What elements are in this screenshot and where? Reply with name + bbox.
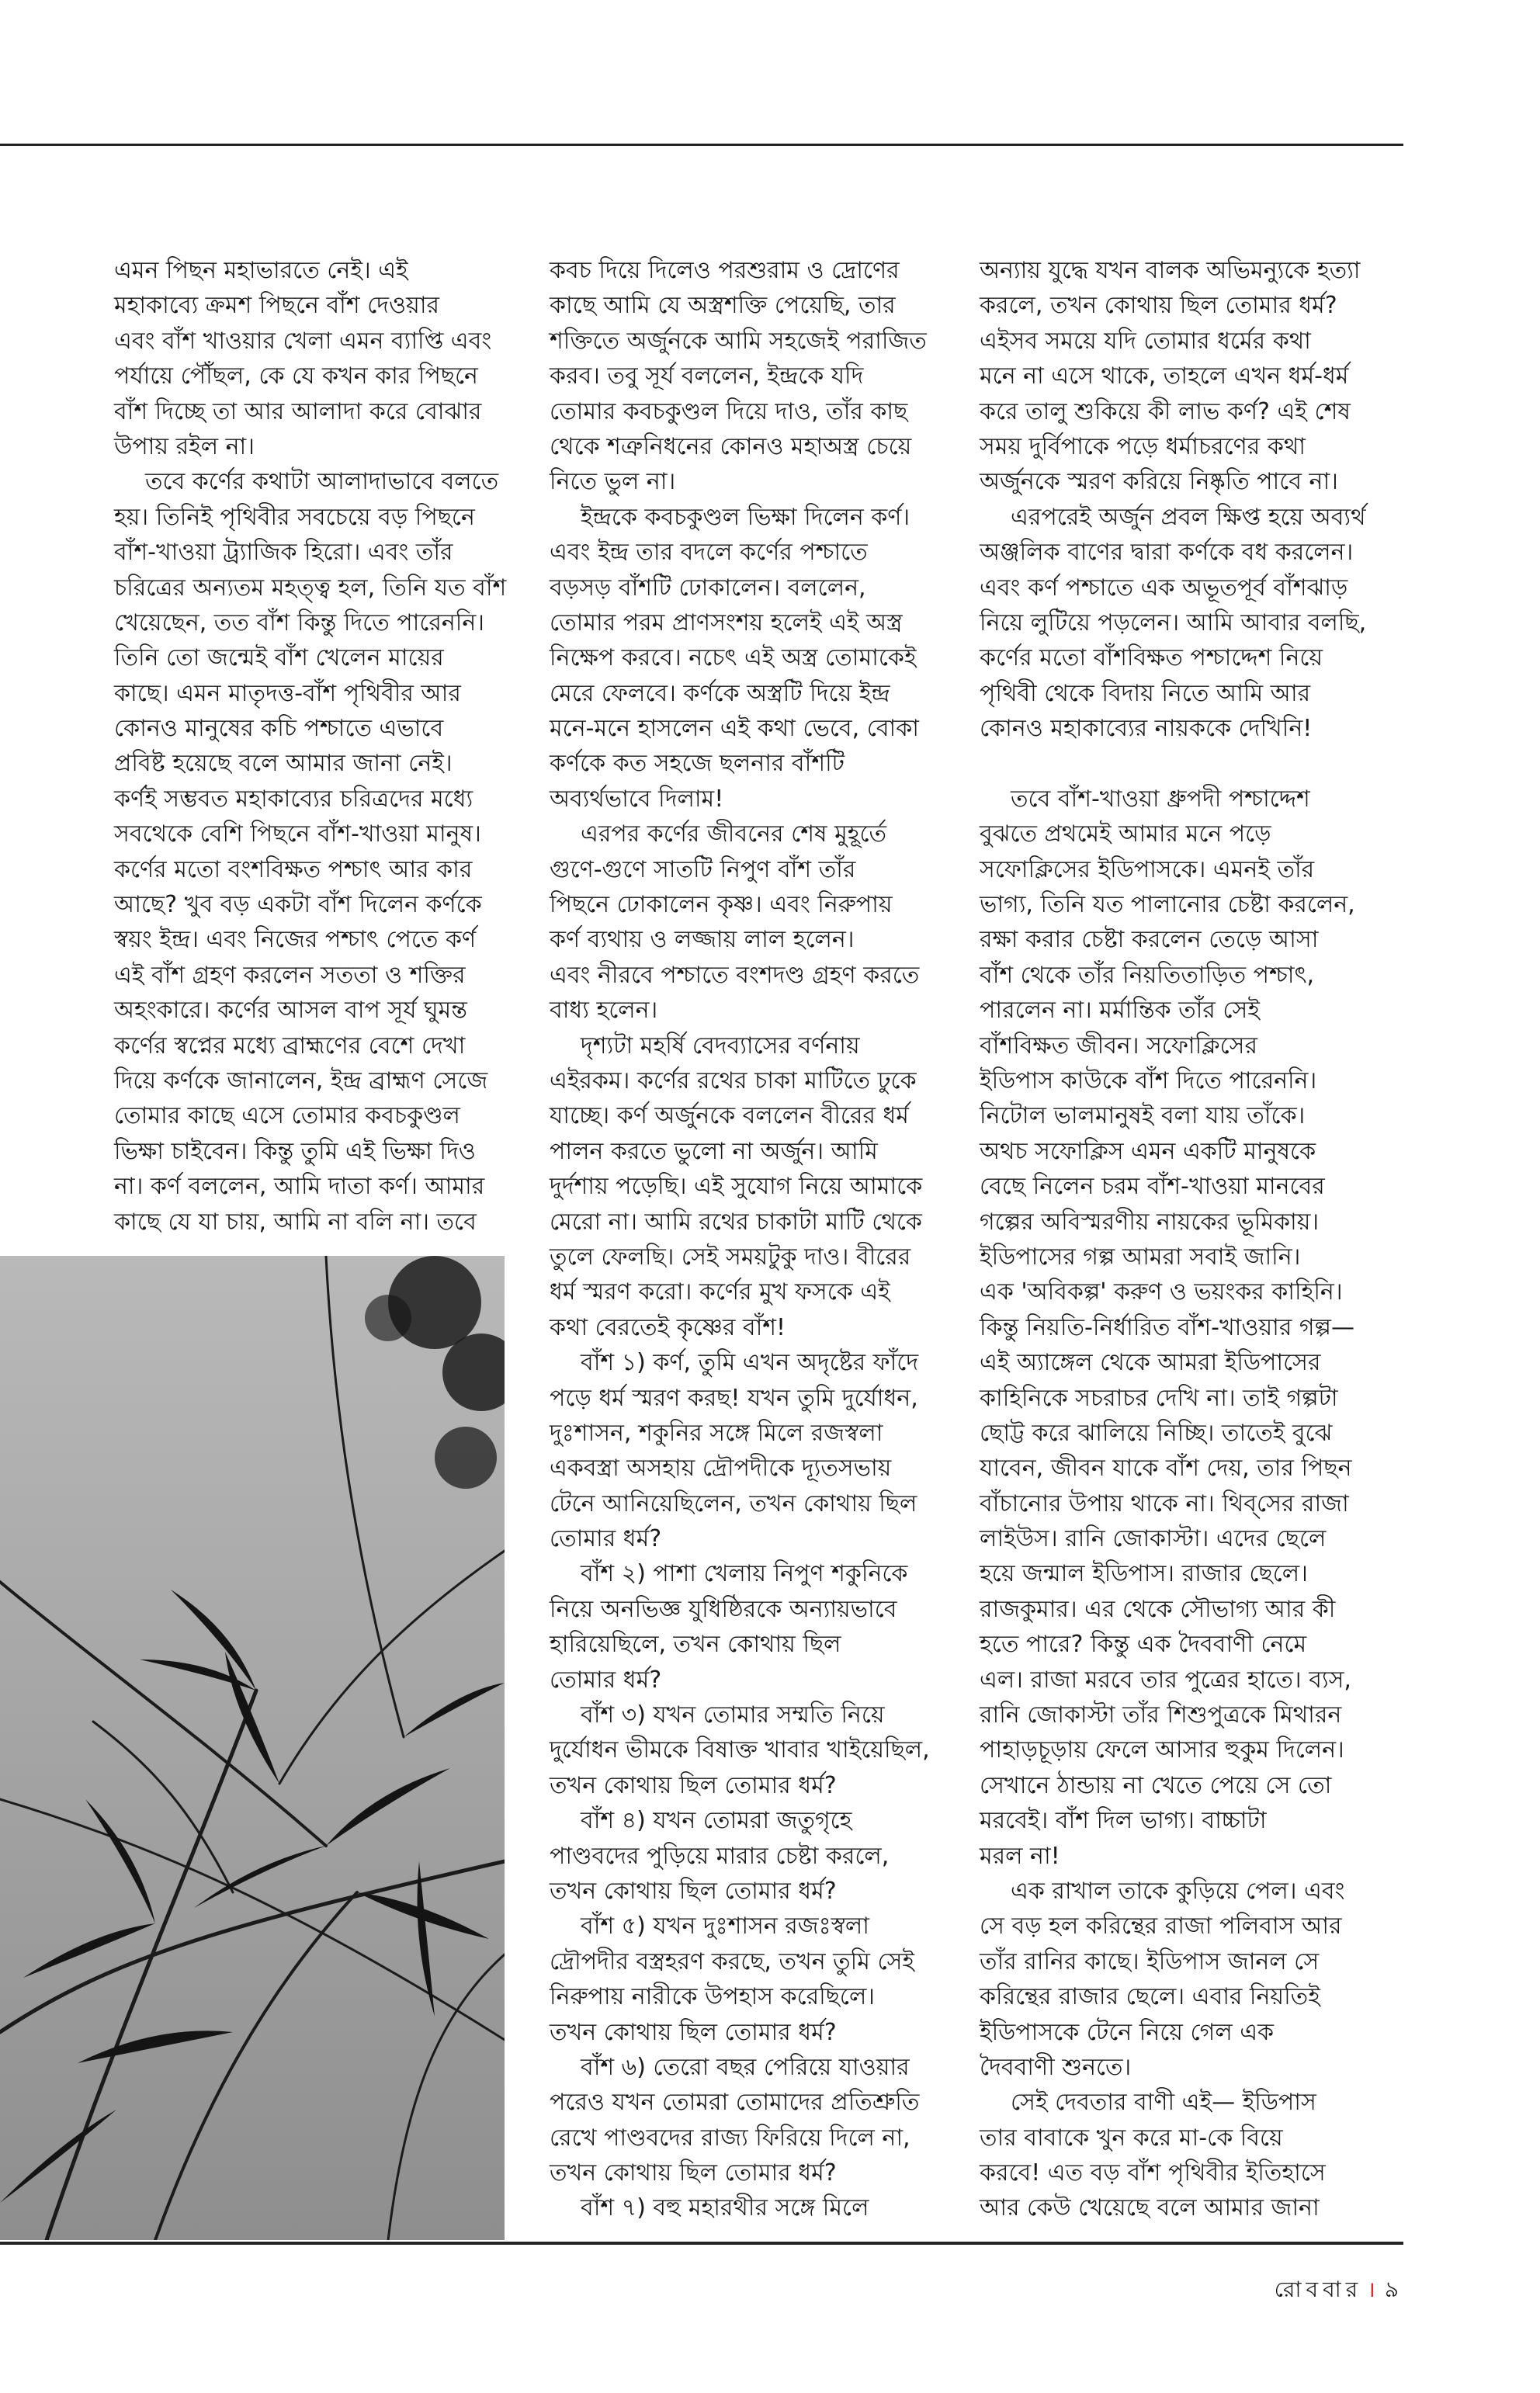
text-line: বাধ্য হলেন। (550, 997, 658, 1025)
text-line: দৃশ্যটা মহর্ষি বেদব্যাসের বর্ণনায় (581, 1032, 860, 1060)
text-line: সে বড় হল করিন্থের রাজা পলিবাস আর (980, 1913, 1342, 1940)
text-line: ইডিপাস কাউকে বাঁশ দিতে পারেননি। (980, 1066, 1317, 1094)
text-line: কর্ণের মতো বাঁশবিক্ষত পশ্চাদ্দেশ নিয়ে (980, 644, 1323, 672)
text-line: আর কেউ খেয়েছে বলে আমার জানা (980, 2194, 1320, 2222)
text-line: বাঁশ থেকে তাঁর নিয়তিতাড়িত পশ্চাৎ, (980, 961, 1315, 989)
text-line: বাঁশ ২) পাশা খেলায় নিপুণ শকুনিকে (581, 1560, 908, 1588)
text-line: তখন কোথায় ছিল তোমার ধর্ম? (550, 1877, 837, 1905)
text-line: রক্ষা করার চেষ্টা করলেন তেড়ে আসা (980, 926, 1319, 954)
text-line: কোনও মহাকাব্যের নায়ককে দেখিনি! (980, 715, 1313, 743)
article-column-3 (980, 253, 1391, 2226)
text-line: একবস্ত্রা অসহায় দ্রৌপদীকে দ্যূতসভায় (550, 1455, 892, 1483)
text-line: পাণ্ডবদের পুড়িয়ে মারার চেষ্টা করলে, (550, 1842, 890, 1870)
text-line: কোনও মানুষের কচি পশ্চাতে এভাবে (114, 715, 444, 743)
text-line: কর্ণের মতো বংশবিক্ষত পশ্চাৎ আর কার (114, 855, 473, 883)
text-line: প্রবিষ্ট হয়েছে বলে আমার জানা নেই। (114, 750, 453, 778)
text-line: কবচ দিয়ে দিলেও পরশুরাম ও দ্রোণের (550, 257, 900, 284)
text-line: মহাকাব্যে ক্রমশ পিছনে বাঁশ দেওয়ার (114, 292, 440, 320)
text-line: শক্তিতে অর্জুনকে আমি সহজেই পরাজিত (550, 327, 927, 355)
text-line: রাজকুমার। এর থেকে সৌভাগ্য আর কী (980, 1595, 1336, 1623)
text-line: দৈববাণী শুনতে। (980, 2053, 1132, 2081)
text-line: বাঁচানোর উপায় থাকে না। থিব্‌সের রাজা (980, 1490, 1349, 1517)
text-line: যাচ্ছে। কর্ণ অর্জুনকে বললেন বীরের ধর্ম (550, 1102, 909, 1130)
text-line: ছোট্ট করে ঝালিয়ে নিচ্ছি। তাতেই বুঝে (980, 1419, 1333, 1447)
text-line: এইরকম। কর্ণের রথের চাকা মাটিতে ঢুকে (550, 1066, 917, 1094)
text-line: করব। তবু সূর্য বললেন, ইন্দ্রকে যদি (550, 362, 864, 390)
bamboo-leaves-photo (0, 1256, 505, 2240)
text-line: ইন্দ্রকে কবচকুণ্ডল ভিক্ষা দিলেন কর্ণ। (581, 503, 910, 531)
text-line: বেছে নিলেন চরম বাঁশ-খাওয়া মানবের (980, 1173, 1325, 1201)
text-line: এই অ্যাঙ্গেল থেকে আমরা ইডিপাসের (980, 1349, 1321, 1377)
text-line: রেখে পাণ্ডবদের রাজ্য ফিরিয়ে দিলে না, (550, 2124, 910, 2152)
text-line: মরল না! (980, 1842, 1060, 1870)
text-line: দুর্দশায় পড়েছি। এই সুযোগ নিয়ে আমাকে (550, 1173, 923, 1201)
text-line: না। কর্ণ বললেন, আমি দাতা কর্ণ। আমার (114, 1173, 485, 1201)
text-line: উপায় রইল না। (114, 432, 255, 460)
text-line: এবং কর্ণ পশ্চাতে এক অভূতপূর্ব বাঁশঝাড় (980, 574, 1348, 602)
text-line: থেকে শত্রুনিধনের কোনও মহাঅস্ত্র চেয়ে (550, 432, 912, 460)
text-line: নিটোল ভালমানুষই বলা যায় তাঁকে। (980, 1102, 1306, 1130)
text-line: যাবেন, জীবন যাকে বাঁশ দেয়, তার পিছন (980, 1455, 1352, 1483)
text-line: স্বয়ং ইন্দ্র। এবং নিজের পশ্চাৎ পেতে কর্ণ (114, 926, 477, 954)
text-line: এবং ইন্দ্র তার বদলে কর্ণের পশ্চাতে (550, 539, 868, 567)
text-line: তোমার কবচকুণ্ডল দিয়ে দাও, তাঁর কাছ (550, 397, 908, 425)
text-line: মনে না এসে থাকে, তাহলে এখন ধর্ম-ধর্ম (980, 362, 1349, 390)
text-line: তোমার ধর্ম? (550, 1525, 662, 1553)
text-line: তোমার ধর্ম? (550, 1666, 662, 1694)
text-line: এল। রাজা মরবে তার পুত্রের হাতে। ব্যস, (980, 1666, 1351, 1694)
text-line: চরিত্রের অন্যতম মহত্ত্ব হল, তিনি যত বাঁশ (114, 574, 507, 602)
text-line: লাইউস। রানি জোকাস্টা। এদের ছেলে (980, 1525, 1327, 1553)
text-line: মনে-মনে হাসলেন এই কথা ভেবে, বোকা (550, 715, 919, 743)
text-line: দ্রৌপদীর বস্ত্রহরণ করছে, তখন তুমি সেই (550, 1947, 915, 1975)
text-line: দুঃশাসন, শকুনির সঙ্গে মিলে রজস্বলা (550, 1419, 883, 1447)
text-line: তবে কর্ণের কথাটা আলাদাভাবে বলতে (145, 468, 499, 496)
text-line: পৃথিবী থেকে বিদায় নিতে আমি আর (980, 679, 1311, 707)
text-line: পিছনে ঢোকালেন কৃষ্ণ। এবং নিরুপায় (550, 891, 893, 919)
text-line: তার বাবাকে খুন করে মা-কে বিয়ে (980, 2124, 1283, 2152)
text-line: এবং বাঁশ খাওয়ার খেলা এমন ব্যাপ্তি এবং (114, 327, 492, 355)
bottom-rule (0, 2242, 1403, 2245)
text-line: নিয়ে লুটিয়ে পড়লেন। আমি আবার বলছি, (980, 609, 1367, 636)
text-line: কর্ণকে কত সহজে ছলনার বাঁশটি (550, 750, 845, 778)
text-line: ইডিপাসকে টেনে নিয়ে গেল এক (980, 2018, 1275, 2046)
top-rule (0, 144, 1403, 146)
text-line: মরবেই। বাঁশ দিল ভাগ্য। বাচ্চাটা (980, 1807, 1267, 1835)
article-column-1 (114, 253, 506, 1240)
article-column-2 (550, 253, 953, 2226)
text-line: এবং নীরবে পশ্চাতে বংশদণ্ড গ্রহণ করতে (550, 961, 920, 989)
text-line: কর্ণের স্বপ্নের মধ্যে ব্রাহ্মণের বেশে দেখা (114, 1032, 466, 1060)
text-line: বাঁশ ৩) যখন তোমার সম্মতি নিয়ে (581, 1701, 885, 1729)
text-line: তাঁর রানির কাছে। ইডিপাস জানল সে (980, 1947, 1320, 1975)
text-line: আছে? খুব বড় একটা বাঁশ দিলেন কর্ণকে (114, 891, 482, 919)
text-line: সবথেকে বেশি পিছনে বাঁশ-খাওয়া মানুষ। (114, 820, 481, 848)
text-line: এক রাখাল তাকে কুড়িয়ে পেল। এবং (1011, 1877, 1345, 1905)
text-line: তখন কোথায় ছিল তোমার ধর্ম? (550, 1771, 837, 1799)
text-line: কাছে আমি যে অস্ত্রশক্তি পেয়েছি, তার (550, 292, 896, 320)
bamboo-photo-icon (0, 1256, 505, 2240)
text-line: হারিয়েছিলে, তখন কোথায় ছিল (550, 1631, 841, 1659)
text-line: করে তালু শুকিয়ে কী লাভ কর্ণ? এই শেষ (980, 397, 1351, 425)
text-line: নিয়ে অনভিজ্ঞ যুধিষ্ঠিরকে অন্যায়ভাবে (550, 1595, 897, 1623)
text-line: কাছে। এমন মাতৃদত্ত-বাঁশ পৃথিবীর আর (114, 679, 461, 707)
text-line: সেখানে ঠান্ডায় না খেতে পেয়ে সে তো (980, 1771, 1332, 1799)
text-line: অঞ্জলিক বাণের দ্বারা কর্ণকে বধ করলেন। (980, 539, 1354, 567)
text-line: নিতে ভুল না। (550, 468, 676, 496)
text-line: পাহাড়চূড়ায় ফেলে আসার হুকুম দিলেন। (980, 1736, 1344, 1764)
text-line: পড়ে ধর্ম স্মরণ করছ! যখন তুমি দুর্যোধন, (550, 1384, 918, 1412)
text-line: অথচ সফোক্লিস এমন একটি মানুষকে (980, 1137, 1316, 1165)
text-line: নিক্ষেপ করবে। নচেৎ এই অস্ত্র তোমাকেই (550, 644, 917, 672)
section-name: রোববার (1274, 2277, 1363, 2302)
text-line: বাঁশ দিচ্ছে তা আর আলাদা করে বোঝার (114, 397, 482, 425)
text-line: ইডিপাসের গল্প আমরা সবাই জানি। (980, 1243, 1301, 1271)
page-footer (1275, 2273, 1403, 2309)
text-line: তুলে ফেলছি। সেই সময়টুকু দাও। বীরের (550, 1243, 911, 1271)
text-line: অন্যায় যুদ্ধে যখন বালক অভিমন্যুকে হত্যা (980, 257, 1361, 284)
text-line: তখন কোথায় ছিল তোমার ধর্ম? (550, 2159, 837, 2187)
text-line: পালন করতে ভুলো না অর্জুন। আমি (550, 1137, 878, 1165)
text-line: বড়সড় বাঁশটি ঢোকালেন। বললেন, (550, 574, 866, 602)
text-line: গল্পের অবিস্মরণীয় নায়কের ভূমিকায়। (980, 1208, 1320, 1236)
text-line: বাঁশ ৫) যখন দুঃশাসন রজঃস্বলা (581, 1913, 869, 1940)
text-line: করলে, তখন কোথায় ছিল তোমার ধর্ম? (980, 292, 1337, 320)
text-line: সফোক্লিসের ইডিপাসকে। এমনই তাঁর (980, 855, 1315, 883)
text-line: ভিক্ষা চাইবেন। কিন্তু তুমি এই ভিক্ষা দিও (114, 1137, 476, 1165)
text-line: এক 'অবিকল্প' করুণ ও ভয়ংকর কাহিনি। (980, 1278, 1343, 1306)
text-line: পর্যায়ে পৌঁছল, কে যে কখন কার পিছনে (114, 362, 478, 390)
text-line: ভাগ্য, তিনি যত পালানোর চেষ্টা করলেন, (980, 891, 1355, 919)
text-line: পরেও যখন তোমরা তোমাদের প্রতিশ্রুতি (550, 2089, 920, 2117)
text-line: গুণে-গুণে সাতটি নিপুণ বাঁশ তাঁর (550, 855, 856, 883)
text-line: এরপরেই অর্জুন প্রবল ক্ষিপ্ত হয়ে অব্যর্থ (1011, 503, 1366, 531)
text-line: করিন্থের রাজার ছেলে। এবার নিয়তিই (980, 1983, 1320, 2011)
text-line: তোমার পরম প্রাণসংশয় হলেই এই অস্ত্র (550, 609, 903, 636)
text-line: বাঁশ ১) কর্ণ, তুমি এখন অদৃষ্টের ফাঁদে (581, 1349, 919, 1377)
text-line: এইসব সময়ে যদি তোমার ধর্মের কথা (980, 327, 1311, 355)
text-line: বুঝতে প্রথমেই আমার মনে পড়ে (980, 820, 1271, 848)
text-line: দুর্যোধন ভীমকে বিষাক্ত খাবার খাইয়েছিল, (550, 1736, 930, 1764)
text-line: এরপর কর্ণের জীবনের শেষ মুহূর্তে (581, 820, 887, 848)
text-line: করবে! এত বড় বাঁশ পৃথিবীর ইতিহাসে (980, 2159, 1326, 2187)
footer-separator: । (1367, 2277, 1380, 2302)
text-line: বাঁশ ৬) তেরো বছর পেরিয়ে যাওয়ার (581, 2053, 910, 2081)
text-line: সেই দেবতার বাণী এই— ইডিপাস (1011, 2089, 1316, 2117)
text-line: এমন পিছন মহাভারতে নেই। এই (114, 257, 408, 284)
text-line: হয়। তিনিই পৃথিবীর সবচেয়ে বড় পিছনে (114, 503, 475, 531)
text-line: খেয়েছেন, তত বাঁশ কিন্তু দিতে পারেননি। (114, 609, 485, 636)
text-line: তোমার কাছে এসে তোমার কবচকুণ্ডল (114, 1102, 460, 1130)
text-line: অর্জুনকে স্মরণ করিয়ে নিষ্কৃতি পাবে না। (980, 468, 1338, 496)
text-line: কথা বেরতেই কৃষ্ণের বাঁশ! (550, 1313, 786, 1341)
text-line: মেরে ফেলবে। কর্ণকে অস্ত্রটি দিয়ে ইন্দ্র (550, 679, 890, 707)
text-line: বাঁশ ৪) যখন তোমরা জতুগৃহে (581, 1807, 852, 1835)
text-line: সময় দুর্বিপাকে পড়ে ধর্মাচরণের কথা (980, 432, 1306, 460)
text-line: হতে পারে? কিন্তু এক দৈববাণী নেমে (980, 1631, 1307, 1659)
text-line: হয়ে জন্মাল ইডিপাস। রাজার ছেলে। (980, 1560, 1308, 1588)
text-line: তিনি তো জন্মেই বাঁশ খেলেন মায়ের (114, 644, 444, 672)
text-line: কর্ণ ব্যথায় ও লজ্জায় লাল হলেন। (550, 926, 855, 954)
text-line: অহংকারে। কর্ণের আসল বাপ সূর্য ঘুমন্ত (114, 997, 467, 1025)
text-line: বাঁশবিক্ষত জীবন। সফোক্লিসের (980, 1032, 1258, 1060)
text-line: মেরো না। আমি রথের চাকাটা মাটি থেকে (550, 1208, 922, 1236)
text-line: তবে বাঁশ-খাওয়া ধ্রুপদী পশ্চাদ্দেশ (1011, 785, 1310, 813)
text-line: কর্ণই সম্ভবত মহাকাব্যের চরিত্রদের মধ্যে (114, 785, 473, 813)
text-line: কাছে যে যা চায়, আমি না বলি না। তবে (114, 1208, 477, 1236)
text-line (980, 746, 1391, 781)
text-line: বাঁশ-খাওয়া ট্র্যাজিক হিরো। এবং তাঁর (114, 539, 453, 567)
text-line: দিয়ে কর্ণকে জানালেন, ইন্দ্র ব্রাহ্মণ সেজে (114, 1066, 488, 1094)
text-line: তখন কোথায় ছিল তোমার ধর্ম? (550, 2018, 837, 2046)
text-line: টেনে আনিয়েছিলেন, তখন কোথায় ছিল (550, 1490, 917, 1517)
text-line: বাঁশ ৭) বহু মহারথীর সঙ্গে মিলে (581, 2194, 869, 2222)
text-line: নিরুপায় নারীকে উপহাস করেছিলে। (550, 1983, 876, 2011)
text-line: অব্যর্থভাবে দিলাম! (550, 785, 724, 813)
page-number: ৯ (1384, 2277, 1403, 2302)
text-line: কিন্তু নিয়তি-নির্ধারিত বাঁশ-খাওয়ার গল্প— (980, 1313, 1354, 1341)
text-line: রানি জোকাস্টা তাঁর শিশুপুত্রকে মিথারন (980, 1701, 1342, 1729)
text-line: পারলেন না। মর্মান্তিক তাঁর সেই (980, 997, 1260, 1025)
text-line: কাহিনিকে সচরাচর দেখি না। তাই গল্পটা (980, 1384, 1338, 1412)
text-line: ধর্ম স্মরণ করো। কর্ণের মুখ ফসকে এই (550, 1278, 890, 1306)
text-line: এই বাঁশ গ্রহণ করলেন সততা ও শক্তির (114, 961, 466, 989)
